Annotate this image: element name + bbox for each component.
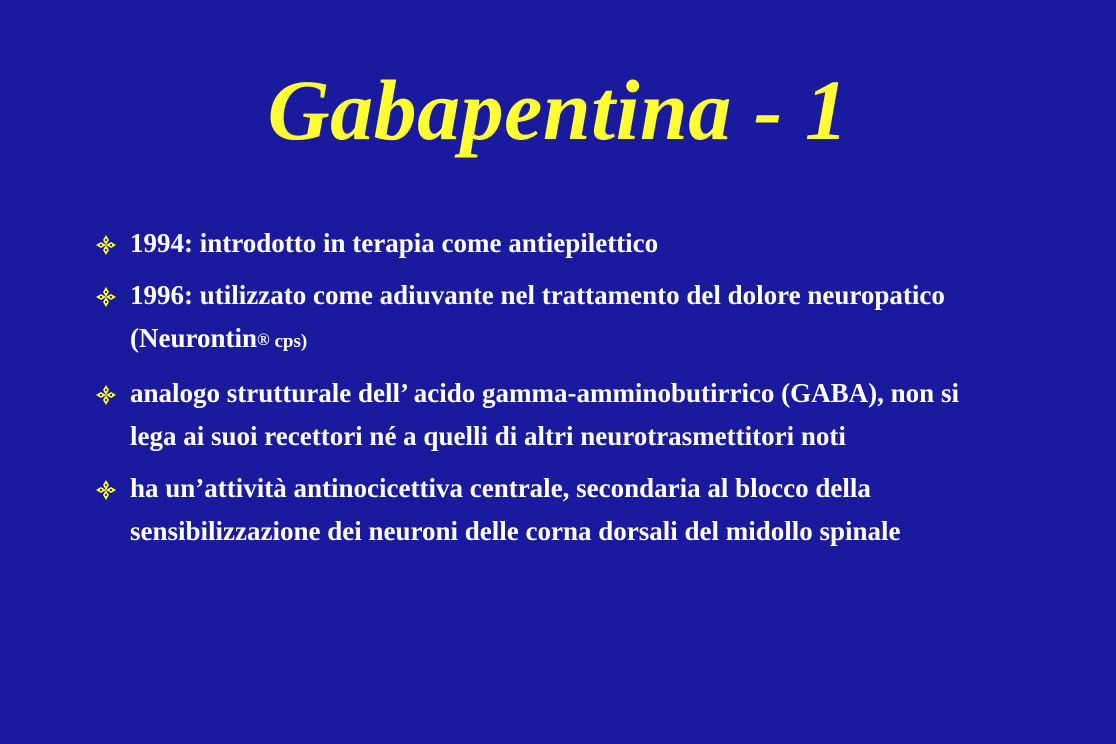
bullet-item [96,372,996,458]
bullet-item [96,274,996,363]
bullet-text: analogo strutturale dell’ acido gamma-amminobutirrico (GABA), non si lega ai suoi recettori né a quelli di altri neurotrasmettitori noti [130,378,959,451]
bullet-item [96,222,996,265]
bullet-text: 1994: introdotto in terapia come antiepilettico [130,228,659,258]
bullet-list [96,222,996,562]
four-petal-diamond-icon [96,385,116,405]
registered-mark: ® [257,330,270,349]
slide-title: Gabapentina - 1 [267,62,849,158]
bullet-text: 1996: utilizzato come adiuvante nel trattamento del dolore neuropatico (Neurontin [130,280,945,353]
four-petal-diamond-icon [96,480,116,500]
four-petal-diamond-icon [96,235,116,255]
bullet-item [96,467,996,553]
bullet-text: ha un’attività antinocicettiva centrale, secondaria al blocco della sensibilizzazione dei neuroni delle corna dorsali del midollo spinale [130,473,901,546]
four-petal-diamond-icon [96,287,116,307]
bullet-suffix: cps) [269,331,308,352]
